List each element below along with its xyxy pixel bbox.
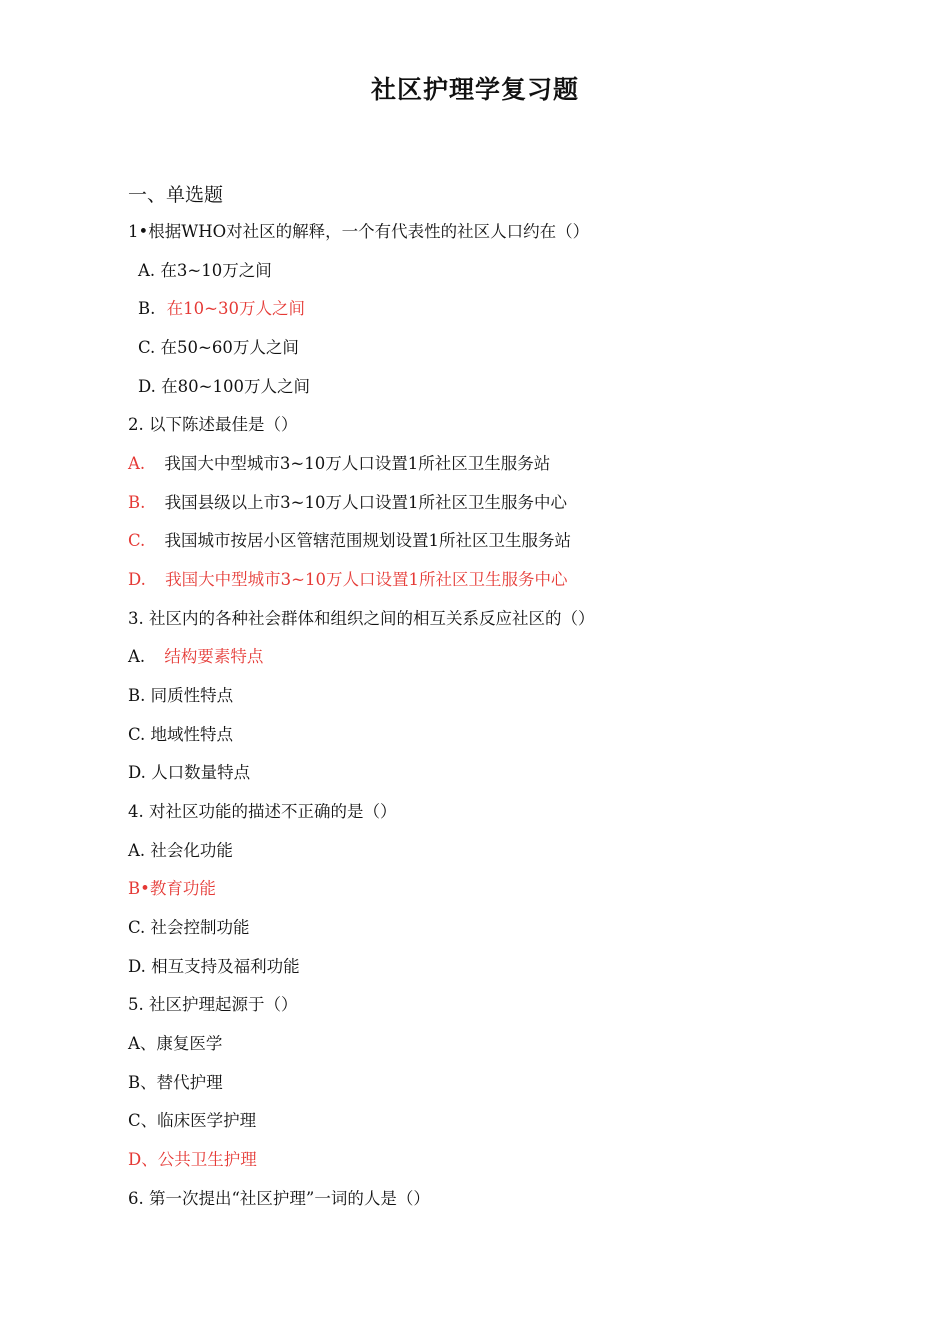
question-3-stem: 3. 社区内的各种社会群体和组织之间的相互关系反应社区的（） (128, 609, 595, 628)
question-2-option-b (128, 492, 567, 514)
question-3-option-c: C. 地域性特点 (128, 725, 234, 744)
option-label: A. (128, 647, 146, 666)
question-4-option-a: A. 社会化功能 (128, 841, 233, 860)
correct-answer-text: 我国大中型城市3~10万人口设置1所社区卫生服务中心 (165, 570, 568, 589)
question-3-option-a (128, 646, 263, 668)
option-label: D. (128, 570, 146, 589)
option-text: 我国城市按居小区管辖范围规划设置1所社区卫生服务站 (164, 531, 572, 550)
section-heading: 一、单选题 (128, 184, 224, 206)
question-2-option-d (128, 569, 567, 591)
question-6-stem: 6. 第一次提出“社区护理”一词的人是（） (128, 1189, 430, 1208)
question-5-option-d: D、公共卫生护理 (128, 1150, 257, 1169)
question-5-option-a: A、康复医学 (128, 1034, 223, 1053)
option-text: 我国大中型城市3~10万人口设置1所社区卫生服务站 (164, 454, 551, 473)
question-1-option-c: C. 在50~60万人之间 (138, 338, 299, 357)
question-4-option-b: B•教育功能 (128, 879, 216, 898)
page-title: 社区护理学复习题 (370, 75, 579, 104)
question-1-option-a: A. 在3~10万之间 (138, 261, 272, 280)
question-2-option-a (128, 453, 550, 475)
correct-answer-text: 结构要素特点 (164, 647, 264, 666)
question-1-option-b (138, 298, 305, 320)
question-4-option-c: C. 社会控制功能 (128, 918, 250, 937)
option-label: B. (128, 493, 146, 512)
option-label: B. (138, 299, 156, 318)
question-5-stem: 5. 社区护理起源于（） (128, 995, 298, 1014)
correct-answer-text: 在10~30万人之间 (166, 299, 305, 318)
question-4-stem: 4. 对社区功能的描述不正确的是（） (128, 802, 397, 821)
option-text: 我国县级以上市3~10万人口设置1所社区卫生服务中心 (164, 493, 567, 512)
question-1-stem: 1•根据WHO对社区的解释，一个有代表性的社区人口约在（） (128, 222, 590, 241)
question-1-option-d: D. 在80~100万人之间 (138, 377, 310, 396)
option-label: C. (128, 531, 146, 550)
option-label: A. (128, 454, 146, 473)
question-5-option-c: C、临床医学护理 (128, 1111, 257, 1130)
question-4-option-d: D. 相互支持及福利功能 (128, 957, 300, 976)
question-3-option-d: D. 人口数量特点 (128, 763, 251, 782)
question-3-option-b: B. 同质性特点 (128, 686, 234, 705)
question-2-option-c (128, 530, 571, 552)
question-2-stem: 2. 以下陈述最佳是（） (128, 415, 298, 434)
question-5-option-b: B、替代护理 (128, 1073, 223, 1092)
